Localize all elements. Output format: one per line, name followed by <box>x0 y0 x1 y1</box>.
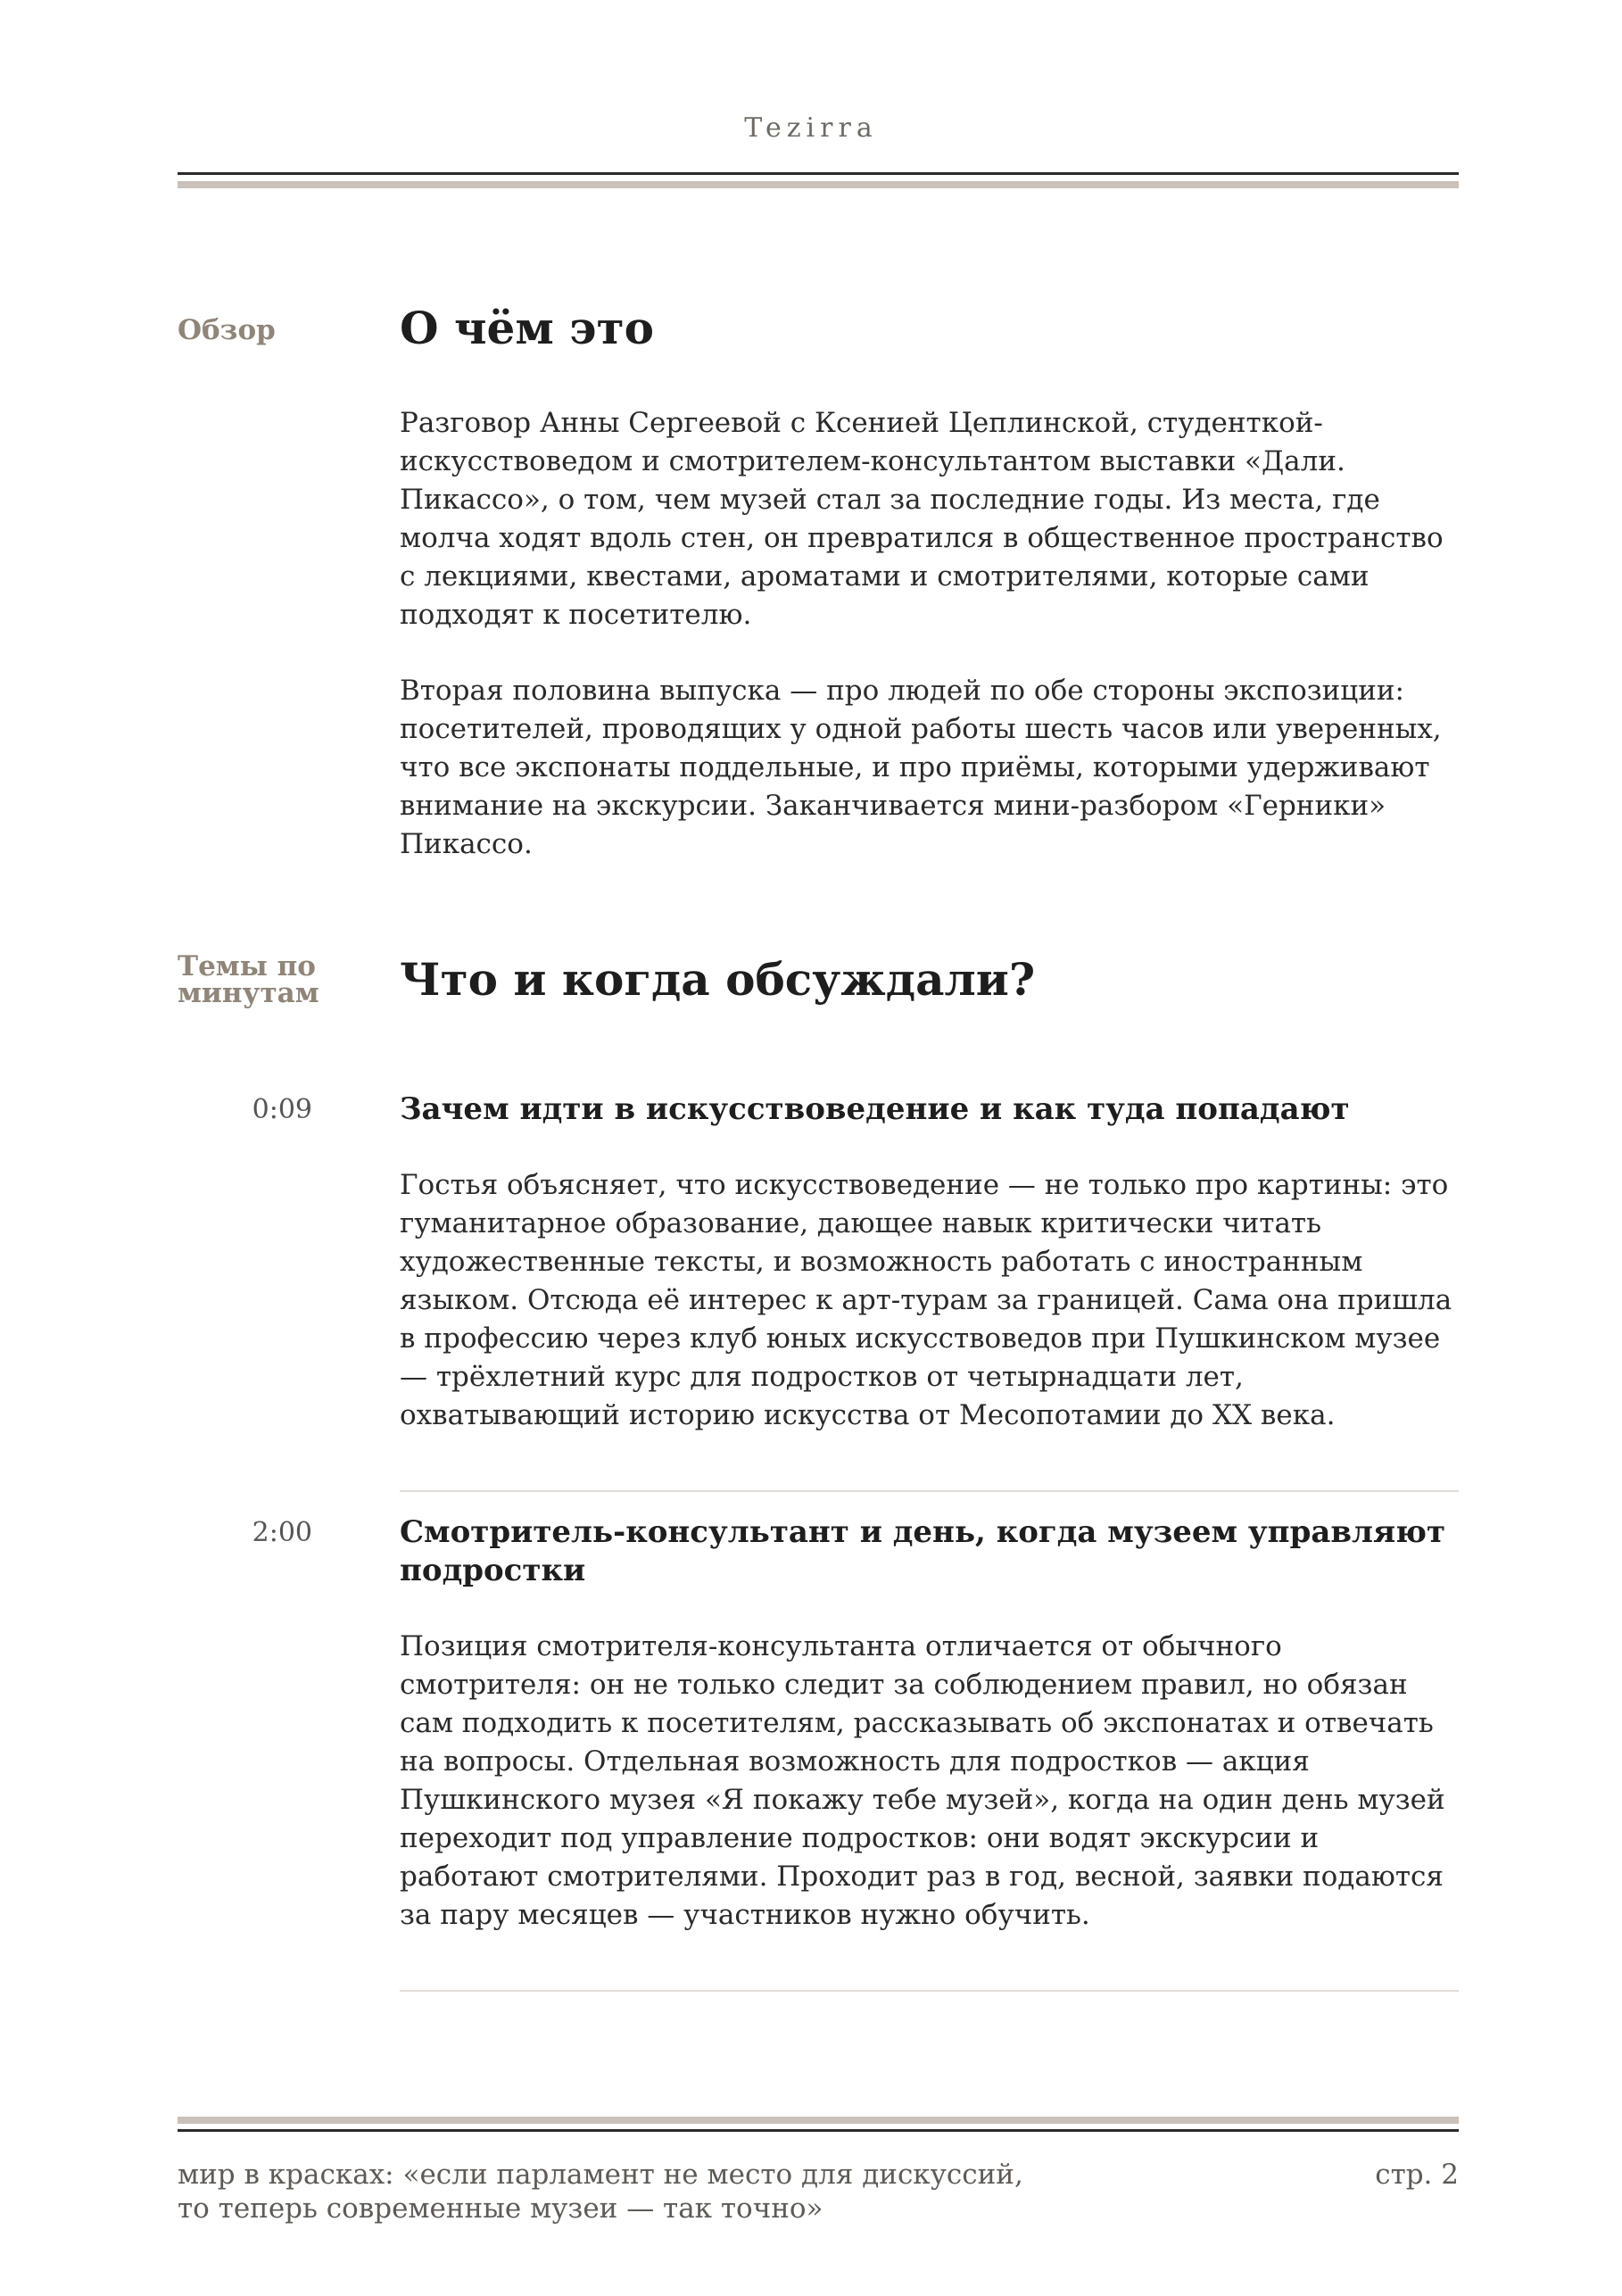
topic-divider <box>400 1990 1459 1992</box>
overview-paragraph-1: Разговор Анны Сергеевой с Ксенией Цеплинской, студенткой-искусствоведом и смотрителем-консультантом выставки «Дали. Пикассо», о том, чем музей стал за последние годы. Из места, где молча ходят вдоль стен, он превратился в общественное пространство с лекциями, квестами, ароматами и смотрителями, которые сами подходят к посетителю. <box>400 407 1444 631</box>
footer-rule-light <box>178 2117 1459 2124</box>
brand-name: Tezirra <box>744 112 878 144</box>
footer-title-line-1: мир в красках: «если парламент не место для дискуссий, <box>178 2159 1023 2191</box>
topic-description: Позиция смотрителя-консультанта отличается от обычного смотрителя: он не только следит за соблюдением правил, но обязан сам подходить к посетителям, рассказывать об экспонатах и отвечать на вопросы. Отдельная возможность для подростков — акция Пушкинского музея «Я покажу тебе музей», когда на один день музей переходит под управление подростков: они водят экскурсии и работают смотрителями. Проходит раз в год, весной, заявки подаются за пару месяцев — участников нужно обучить. <box>400 1630 1445 1931</box>
topic-title: Смотритель-консультант и день, когда музеем управляют подростки <box>400 1514 1446 1588</box>
header-rule-dark <box>178 172 1459 175</box>
page-number: стр. 2 <box>1375 2159 1459 2191</box>
footer-rule-dark <box>178 2129 1459 2132</box>
overview-side-label: Обзор <box>178 314 276 346</box>
topic-title: Зачем идти в искусствоведение и как туда попадают <box>400 1091 1350 1127</box>
topic-timestamp: 0:09 <box>252 1094 312 1125</box>
header-rule-light <box>178 181 1459 188</box>
topics-side-label: Темы по минутам <box>178 950 319 1009</box>
topic-divider <box>400 1490 1459 1492</box>
overview-title: О чём это <box>400 302 654 354</box>
overview-paragraph-2: Вторая половина выпуска — про людей по обе стороны экспозиции: посетителей, проводящих у одной работы шесть часов или уверенных, что все экспонаты поддельные, и про приёмы, которыми удерживают внимание на экскурсии. Заканчивается мини-разбором «Герники» Пикассо. <box>400 675 1442 860</box>
topic-timestamp: 2:00 <box>252 1517 312 1548</box>
footer-episode-title <box>178 2158 1070 2226</box>
footer-title-line-2: то теперь современные музеи — так точно» <box>178 2192 823 2225</box>
topic-description: Гостья объясняет, что искусствоведение — не только про картины: это гуманитарное образование, дающее навык критически читать художественные тексты, и возможность работать с иностранным языком. Отсюда её интерес к арт-турам за границей. Сама она пришла в профессию через клуб юных искусствоведов при Пушкинском музее — трёхлетний курс для подростков от четырнадцати лет, охватывающий историю искусства от Месопотамии до XX века. <box>400 1169 1452 1431</box>
topics-title: Что и когда обсуждали? <box>400 953 1036 1006</box>
